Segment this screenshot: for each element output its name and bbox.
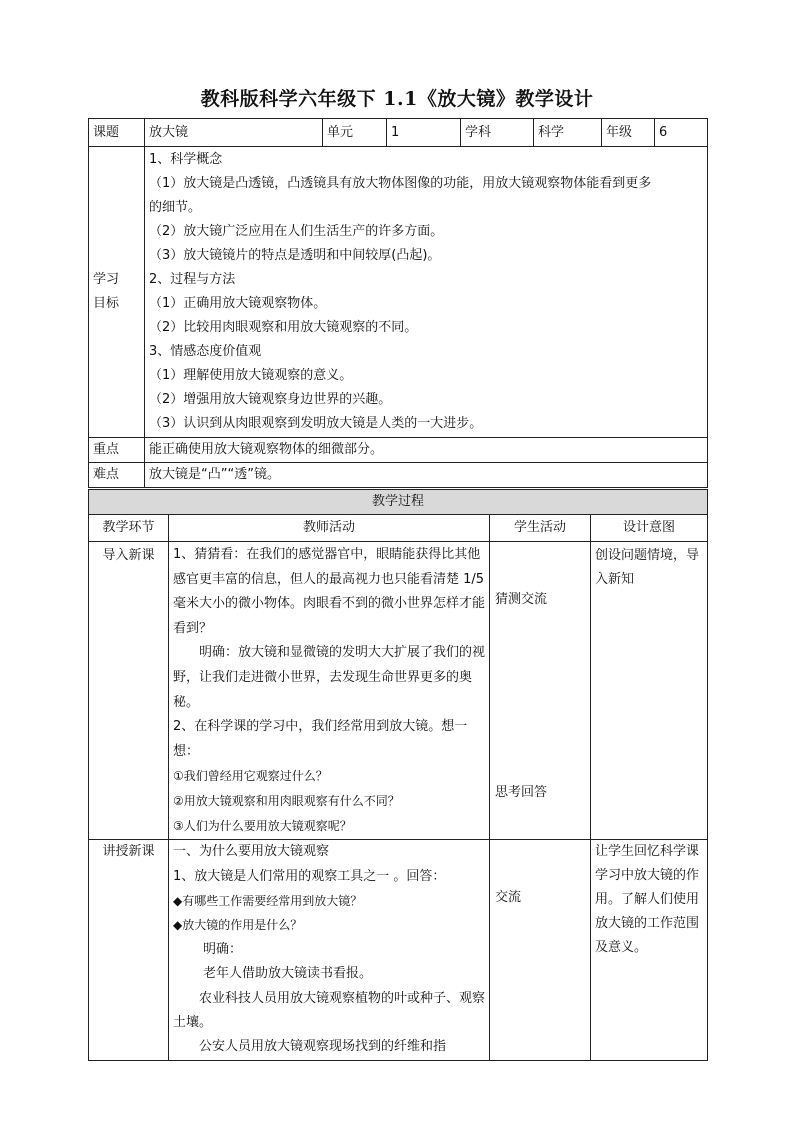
teacher-question: ②用放大镜观察和用肉眼观察有什么不同？ bbox=[173, 793, 400, 808]
difficulty-label: 难点 bbox=[89, 463, 145, 488]
teacher-paragraph: 1、放大镜是人们常用的观察工具之一 。回答： bbox=[173, 868, 446, 884]
topic-label: 课题 bbox=[89, 119, 145, 147]
intro-student-activity bbox=[490, 542, 591, 840]
intro-row bbox=[89, 542, 708, 840]
teacher-question: ◆放大镜的作用是什么？ bbox=[173, 918, 303, 933]
objectives-content bbox=[145, 147, 708, 438]
teacher-paragraph: 农业科技人员用放大镜观察植物的叶或种子、观察土壤。 bbox=[173, 990, 486, 1030]
key-point-label: 重点 bbox=[89, 438, 145, 463]
objectives-row bbox=[89, 147, 708, 438]
intro-design-intent: 创设问题情境，导入新知 bbox=[591, 542, 708, 840]
student-activity-2: 思考回答 bbox=[495, 785, 548, 800]
lecture-stage: 讲授新课 bbox=[89, 840, 169, 1061]
teacher-paragraph: 老年人借助放大镜读书看报。 bbox=[203, 966, 373, 982]
teacher-paragraph: 公安人员用放大镜观察现场找到的纤维和指 bbox=[199, 1039, 447, 1055]
grade-label: 年级 bbox=[602, 119, 655, 147]
objective-line: （3）认识到从肉眼观察到发明放大镜是人类的一大进步。 bbox=[149, 416, 483, 431]
subject-value: 科学 bbox=[534, 119, 602, 147]
objective-line: （2）增强用放大镜观察身边世界的兴趣。 bbox=[149, 392, 392, 407]
intro-teacher-activity bbox=[169, 542, 490, 840]
objective-line: （1）放大镜是凸透镜，凸透镜具有放大物体图像的功能，用放大镜观察物体能看到更多 bbox=[149, 176, 652, 191]
document-title: 教科版科学六年级下 1.1《放大镜》教学设计 bbox=[200, 88, 594, 110]
lesson-info-table bbox=[88, 118, 708, 488]
objective-line: 1、科学概念 bbox=[149, 152, 223, 167]
objective-line: （1）正确用放大镜观察物体。 bbox=[149, 296, 327, 311]
lecture-row bbox=[89, 840, 708, 1061]
objective-line: （2）放大镜广泛应用在人们生活生产的许多方面。 bbox=[149, 224, 444, 239]
process-columns-row bbox=[89, 515, 708, 542]
teacher-question: ①我们曾经用它观察过什么？ bbox=[173, 769, 328, 784]
objective-line: （3）放大镜镜片的特点是透明和中间较厚(凸起)。 bbox=[149, 248, 441, 263]
grade-value: 6 bbox=[655, 119, 708, 147]
lesson-info-row bbox=[89, 119, 708, 147]
key-point-value: 能正确使用放大镜观察物体的细微部分。 bbox=[145, 438, 708, 463]
column-header-stage: 教学环节 bbox=[89, 515, 169, 542]
teacher-question: ◆有哪些工作需要经常用到放大镜？ bbox=[173, 893, 363, 908]
column-header-intent: 设计意图 bbox=[591, 515, 708, 542]
student-activity-1: 猜测交流 bbox=[495, 592, 548, 607]
unit-label: 单元 bbox=[323, 119, 387, 147]
intro-stage: 导入新课 bbox=[89, 542, 169, 840]
teacher-question: ③人们为什么要用放大镜观察呢？ bbox=[173, 818, 352, 833]
subject-label: 学科 bbox=[461, 119, 534, 147]
teacher-paragraph: 明确：放大镜和显微镜的发明大大扩展了我们的视野，让我们走进微小世界，去发现生命世界更多的奥秘。 bbox=[173, 645, 486, 710]
lecture-student-activity bbox=[490, 840, 591, 1061]
teacher-paragraph: 明确： bbox=[203, 941, 243, 957]
process-header-row bbox=[89, 490, 708, 515]
topic-value: 放大镜 bbox=[145, 119, 323, 147]
lecture-design-intent: 让学生回忆科学课学习中放大镜的作用。了解人们使用放大镜的工作范围及意义。 bbox=[591, 840, 708, 1061]
objective-line: 的细节。 bbox=[149, 200, 202, 215]
teaching-process-table bbox=[88, 489, 708, 1061]
column-header-student: 学生活动 bbox=[490, 515, 591, 542]
objective-line: （2）比较用肉眼观察和用放大镜观察的不同。 bbox=[149, 320, 418, 335]
teacher-paragraph: 一、为什么要用放大镜观察 bbox=[173, 844, 330, 860]
student-activity: 交流 bbox=[495, 890, 522, 906]
difficulty-row bbox=[89, 463, 708, 488]
column-header-teacher: 教师活动 bbox=[169, 515, 490, 542]
objective-line: （1）理解使用放大镜观察的意义。 bbox=[149, 368, 353, 383]
teacher-paragraph: 1、猜猜看：在我们的感觉器官中，眼睛能获得比其他感官更丰富的信息，但人的最高视力也只能看清楚 1/5 毫米大小的微小物体。肉眼看不到的微小世界怎样才能看到？ bbox=[173, 547, 486, 636]
lecture-teacher-activity bbox=[169, 840, 490, 1061]
objective-line: 3、情感态度价值观 bbox=[149, 344, 262, 359]
objective-line: 2、过程与方法 bbox=[149, 272, 236, 287]
objectives-label: 学习 目标 bbox=[89, 147, 145, 438]
difficulty-value: 放大镜是“凸”“透”镜。 bbox=[145, 463, 708, 488]
teacher-paragraph: 2、在科学课的学习中，我们经常用到放大镜。想一想： bbox=[173, 719, 468, 759]
process-header: 教学过程 bbox=[89, 490, 708, 515]
key-point-row bbox=[89, 438, 708, 463]
unit-value: 1 bbox=[387, 119, 461, 147]
